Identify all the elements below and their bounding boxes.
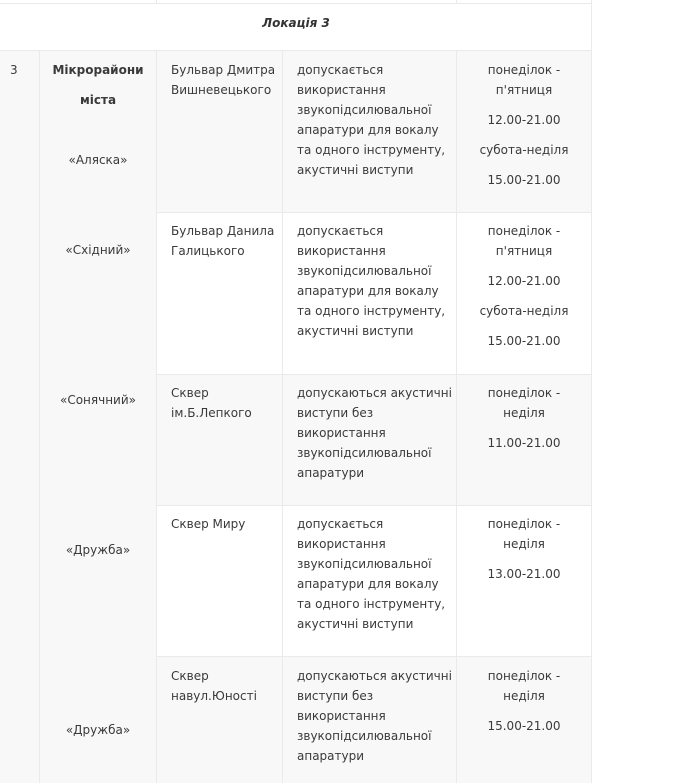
- schedule-line: п'ятниця: [495, 83, 553, 97]
- place-name: [171, 221, 274, 261]
- conditions-line: звукопідсилювальної: [297, 729, 432, 743]
- place-name-line: Вишневецького: [171, 83, 272, 97]
- conditions-line: акустичні виступи: [297, 324, 414, 338]
- place-name: [171, 514, 245, 534]
- district-name: «Сонячний»: [59, 393, 136, 407]
- conditions-line: апаратури: [297, 749, 365, 763]
- divider: [156, 50, 157, 783]
- conditions-line: використання: [297, 709, 386, 723]
- place-conditions: [297, 221, 445, 341]
- conditions-line: апаратури: [297, 466, 365, 480]
- schedule-line: понеділок -: [487, 517, 561, 531]
- conditions-line: допускаються акустичні: [297, 386, 452, 400]
- divider: [456, 0, 457, 4]
- district-name: «Східний»: [65, 243, 131, 257]
- schedule-line: понеділок -: [487, 386, 561, 400]
- place-name-line: Бульвар Дмитра: [171, 63, 276, 77]
- conditions-line: допускаються акустичні: [297, 669, 452, 683]
- place-name: [171, 383, 252, 423]
- divider: [591, 0, 592, 783]
- divider: [156, 374, 592, 375]
- schedule-line: понеділок -: [487, 669, 561, 683]
- place-schedule: [457, 60, 591, 190]
- schedule-line: 15.00-21.00: [487, 719, 561, 733]
- location-header: Локація 3: [262, 16, 330, 30]
- conditions-line: звукопідсилювальної: [297, 557, 432, 571]
- conditions-line: допускається: [297, 517, 384, 531]
- conditions-line: апаратури для вокалу: [297, 284, 439, 298]
- row-number: 3: [10, 63, 18, 77]
- place-name-line: Сквер: [171, 669, 209, 683]
- conditions-line: допускається: [297, 63, 384, 77]
- divider: [156, 0, 157, 4]
- conditions-line: виступи без: [297, 689, 374, 703]
- schedule-line: п'ятниця: [495, 244, 553, 258]
- place-conditions: [297, 666, 452, 766]
- conditions-line: та одного інструменту,: [297, 143, 446, 157]
- schedule-line: неділя: [503, 689, 545, 703]
- place-name-line: Бульвар Данила: [171, 224, 275, 238]
- district-title-line: Мікрорайони: [52, 63, 144, 77]
- conditions-line: звукопідсилювальної: [297, 264, 432, 278]
- conditions-line: звукопідсилювальної: [297, 446, 432, 460]
- place-schedule: [457, 514, 591, 584]
- conditions-line: акустичні виступи: [297, 617, 414, 631]
- district-title: [40, 60, 156, 110]
- divider: [0, 3, 592, 4]
- district-name: «Аляска»: [68, 153, 128, 167]
- divider: [282, 50, 283, 783]
- schedule-line: понеділок -: [487, 63, 561, 77]
- conditions-line: та одного інструменту,: [297, 597, 446, 611]
- schedule-line: 11.00-21.00: [487, 436, 561, 450]
- schedule-line: неділя: [503, 537, 545, 551]
- conditions-line: апаратури для вокалу: [297, 577, 439, 591]
- conditions-line: використання: [297, 244, 386, 258]
- place-name: [171, 60, 275, 100]
- conditions-line: допускається: [297, 224, 384, 238]
- place-name-line: Галицького: [171, 244, 245, 258]
- place-conditions: [297, 60, 445, 180]
- schedule-line: субота-неділя: [479, 143, 569, 157]
- district-name: «Дружба»: [65, 723, 131, 737]
- place-schedule: [457, 666, 591, 736]
- place-schedule: [457, 221, 591, 351]
- place-conditions: [297, 383, 452, 483]
- place-name-line: навул.Юності: [171, 689, 257, 703]
- schedule-line: неділя: [503, 406, 545, 420]
- place-name-line: ім.Б.Лепкого: [171, 406, 252, 420]
- conditions-line: акустичні виступи: [297, 163, 414, 177]
- schedule-line: 12.00-21.00: [487, 274, 561, 288]
- divider: [156, 212, 592, 213]
- conditions-line: звукопідсилювальної: [297, 103, 432, 117]
- schedule-line: 12.00-21.00: [487, 113, 561, 127]
- conditions-line: використання: [297, 83, 386, 97]
- schedule-line: понеділок -: [487, 224, 561, 238]
- district-name: «Дружба»: [65, 543, 131, 557]
- divider: [0, 50, 592, 51]
- conditions-line: використання: [297, 426, 386, 440]
- conditions-line: та одного інструменту,: [297, 304, 446, 318]
- schedule-line: 13.00-21.00: [487, 567, 561, 581]
- place-name: [171, 666, 257, 706]
- place-name-line: Сквер Миру: [171, 517, 246, 531]
- place-schedule: [457, 383, 591, 453]
- divider: [156, 505, 592, 506]
- conditions-line: виступи без: [297, 406, 374, 420]
- conditions-line: використання: [297, 537, 386, 551]
- schedule-line: 15.00-21.00: [487, 173, 561, 187]
- schedule-line: субота-неділя: [479, 304, 569, 318]
- place-name-line: Сквер: [171, 386, 209, 400]
- district-title-line: міста: [79, 93, 117, 107]
- schedule-line: 15.00-21.00: [487, 334, 561, 348]
- divider: [156, 656, 592, 657]
- conditions-line: апаратури для вокалу: [297, 123, 439, 137]
- place-conditions: [297, 514, 445, 634]
